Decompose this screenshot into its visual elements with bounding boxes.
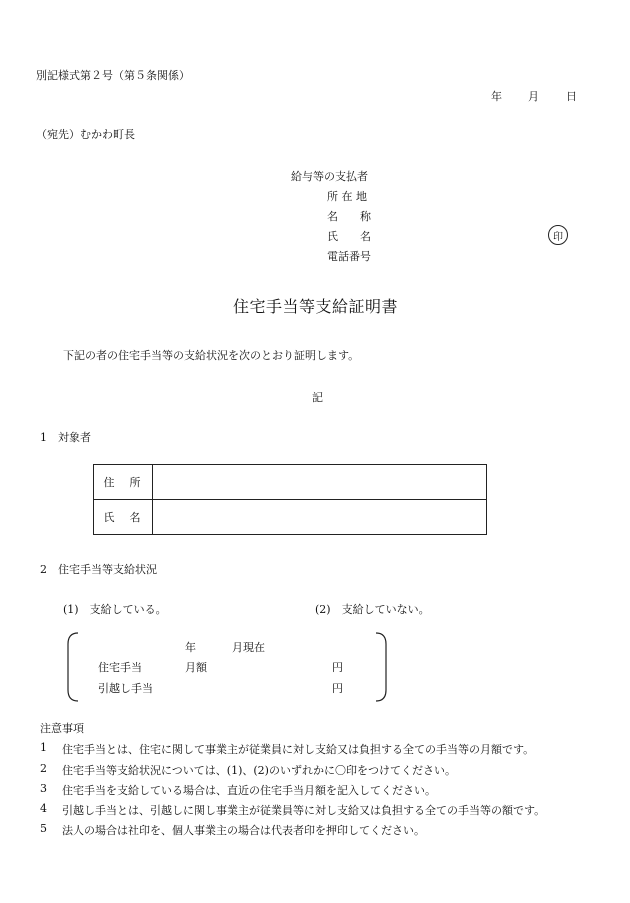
box-month-current: 月現在	[232, 641, 265, 654]
payer-address-label: 所 在 地	[327, 190, 367, 203]
housing-allowance-label: 住宅手当	[98, 661, 142, 674]
note-text: 住宅手当とは、住宅に関して事業主が従業員に対し支給又は負担する全ての手当等の月額です。	[62, 743, 535, 756]
note-text: 引越し手当とは、引越しに関し事業主が従業員等に対し支給又は負担する全ての手当等の額です。	[62, 804, 546, 817]
addressee: （宛先）むかわ町長	[36, 128, 135, 141]
note-number: 1	[40, 741, 47, 754]
option-paying: (1) 支給している。	[63, 603, 167, 616]
payer-heading: 給与等の支払者	[291, 170, 368, 183]
target-person-table	[93, 464, 487, 535]
box-year: 年	[185, 641, 196, 654]
payer-name-label: 名 称	[327, 210, 371, 223]
name-cell[interactable]	[153, 500, 487, 535]
seal-mark: 印	[548, 225, 568, 245]
section1-heading: 1 対象者	[40, 431, 91, 444]
table-row	[94, 465, 487, 500]
yen-unit-1: 円	[332, 661, 343, 674]
table-row	[94, 500, 487, 535]
ki-label: 記	[312, 391, 323, 404]
form-label: 別記様式第２号（第５条関係）	[36, 69, 190, 82]
moving-allowance-label: 引越し手当	[98, 682, 153, 695]
note-number: 5	[40, 822, 47, 835]
address-cell[interactable]	[153, 465, 487, 500]
date-day: 日	[566, 90, 577, 103]
option-not-paying: (2) 支給していない。	[315, 603, 430, 616]
note-number: 3	[40, 782, 47, 795]
address-label: 住 所	[94, 465, 153, 500]
intro-text: 下記の者の住宅手当等の支給状況を次のとおり証明します。	[63, 349, 360, 362]
note-text: 住宅手当を支給している場合は、直近の住宅手当月額を記入してください。	[62, 784, 436, 797]
note-number: 4	[40, 802, 47, 815]
note-text: 法人の場合は社印を、個人事業主の場合は代表者印を押印してください。	[62, 824, 425, 837]
date-month: 月	[528, 90, 539, 103]
document-title: 住宅手当等支給証明書	[233, 297, 399, 316]
monthly-amount-label: 月額	[185, 661, 207, 674]
right-bracket	[374, 632, 388, 702]
name-label: 氏 名	[94, 500, 153, 535]
payer-phone-label: 電話番号	[327, 250, 371, 263]
section2-heading: 2 住宅手当等支給状況	[40, 563, 157, 576]
note-number: 2	[40, 762, 47, 775]
date-year: 年	[491, 90, 502, 103]
yen-unit-2: 円	[332, 682, 343, 695]
note-text: 住宅手当等支給状況については、(1)、(2)のいずれかに〇印をつけてください。	[62, 764, 456, 777]
left-bracket	[66, 632, 80, 702]
notes-heading: 注意事項	[40, 722, 84, 735]
payer-person-label: 氏 名	[327, 230, 371, 243]
